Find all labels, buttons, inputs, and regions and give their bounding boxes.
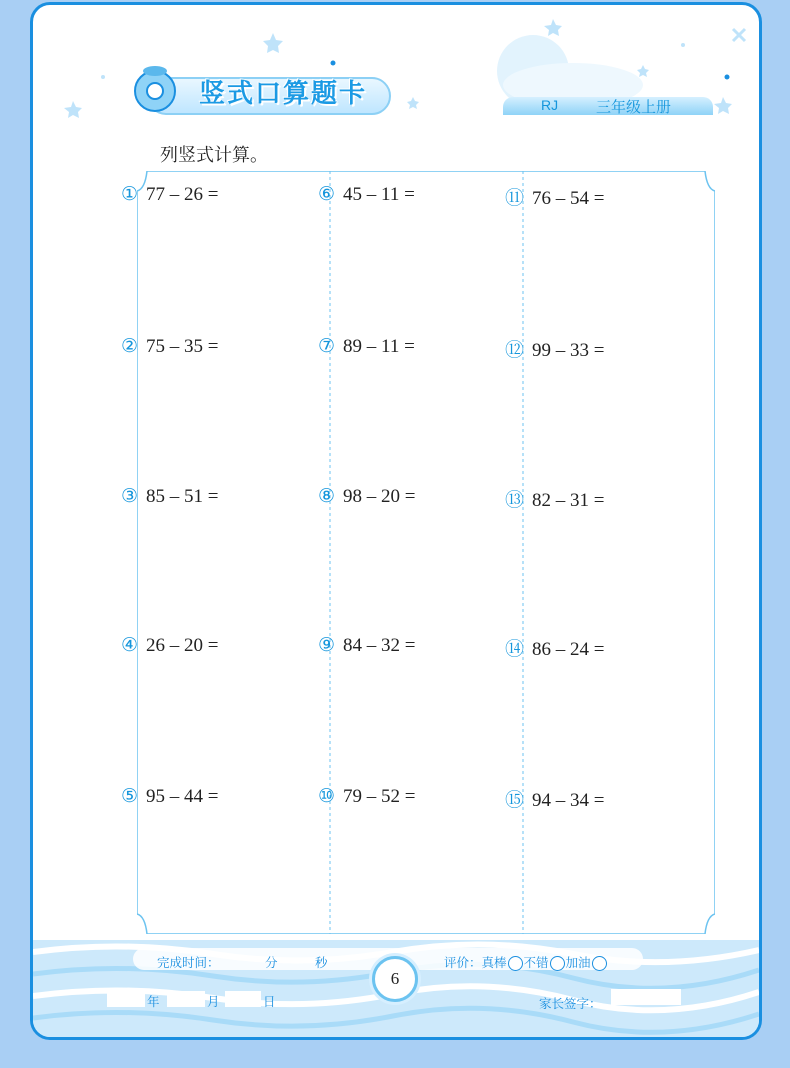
- problem-expression: 95 – 44 =: [146, 786, 219, 807]
- completion-time-label: 完成时间：: [157, 955, 220, 970]
- minutes-label: 分: [265, 955, 278, 970]
- problem-number: ④: [121, 635, 139, 656]
- problem-expression: 94 – 34 =: [532, 790, 605, 811]
- problem-6: [318, 183, 415, 206]
- problem-number: ⑬: [505, 490, 525, 511]
- month-blank[interactable]: [167, 991, 205, 1007]
- day-blank[interactable]: [225, 991, 261, 1007]
- rating-try: 加油: [565, 955, 591, 970]
- grade-label: 三年级上册: [596, 98, 672, 116]
- problem-7: [318, 335, 415, 358]
- problem-8: [318, 485, 416, 508]
- problem-11: [505, 183, 604, 210]
- rating-great: 真棒: [481, 955, 507, 970]
- problem-number: ⑧: [318, 486, 336, 507]
- problem-2: [121, 335, 219, 358]
- page-number: 6: [390, 969, 400, 988]
- parent-signature-field[interactable]: [611, 989, 681, 1005]
- instruction-text: 列竖式计算。: [160, 145, 268, 166]
- problem-9: [318, 634, 416, 657]
- title-text: 竖式口算题卡: [199, 79, 368, 109]
- day-label: 日: [263, 994, 276, 1009]
- month-label: 月: [207, 994, 220, 1009]
- problem-5: [121, 785, 219, 808]
- smile-face-icon[interactable]: [550, 956, 565, 971]
- problem-13: [505, 485, 604, 512]
- problem-expression: 84 – 32 =: [343, 635, 416, 656]
- problem-number: ⑮: [505, 790, 525, 811]
- edition-label: RJ: [541, 97, 559, 113]
- problem-expression: 86 – 24 =: [532, 639, 605, 660]
- problem-3: [121, 485, 219, 508]
- worksheet-card: [30, 2, 762, 1040]
- problem-expression: 79 – 52 =: [343, 786, 416, 807]
- problem-number: ⑤: [121, 786, 139, 807]
- problem-expression: 77 – 26 =: [146, 184, 219, 205]
- problem-12: [505, 335, 604, 362]
- swim-ring-mascot-icon: [129, 63, 181, 115]
- year-blank[interactable]: [107, 991, 145, 1007]
- problem-expression: 76 – 54 =: [532, 188, 605, 209]
- laughing-face-icon[interactable]: [508, 956, 523, 971]
- year-label: 年: [147, 994, 160, 1009]
- rating-label: 评价：: [444, 955, 482, 970]
- problem-expression: 99 – 33 =: [532, 340, 605, 361]
- problem-expression: 75 – 35 =: [146, 336, 219, 357]
- problem-expression: 98 – 20 =: [343, 486, 416, 507]
- title-logo: [129, 69, 399, 119]
- answer-grid: [137, 171, 715, 934]
- problem-10: [318, 785, 416, 808]
- rating-good: 不错: [523, 955, 549, 970]
- problem-15: [505, 785, 604, 812]
- seconds-label: 秒: [315, 955, 328, 970]
- problem-number: ③: [121, 486, 139, 507]
- problem-number: ②: [121, 336, 139, 357]
- problem-number: ⑩: [318, 786, 336, 807]
- problem-expression: 26 – 20 =: [146, 635, 219, 656]
- problem-number: ⑪: [505, 188, 525, 209]
- problem-number: ⑭: [505, 639, 525, 660]
- problem-4: [121, 634, 219, 657]
- problem-1: [121, 183, 219, 206]
- rating-group: [444, 953, 608, 971]
- page-number-badge: [372, 956, 418, 1002]
- parent-signature-label: 家长签字：: [539, 996, 602, 1011]
- happy-face-icon[interactable]: [592, 956, 607, 971]
- problem-expression: 89 – 11 =: [343, 336, 415, 357]
- problem-number: ⑥: [318, 184, 336, 205]
- problem-number: ⑨: [318, 635, 336, 656]
- problem-14: [505, 634, 604, 661]
- problem-number: ⑦: [318, 336, 336, 357]
- problem-expression: 85 – 51 =: [146, 486, 219, 507]
- problem-number: ①: [121, 184, 139, 205]
- problem-expression: 82 – 31 =: [532, 490, 605, 511]
- problem-number: ⑫: [505, 340, 525, 361]
- problem-expression: 45 – 11 =: [343, 184, 415, 205]
